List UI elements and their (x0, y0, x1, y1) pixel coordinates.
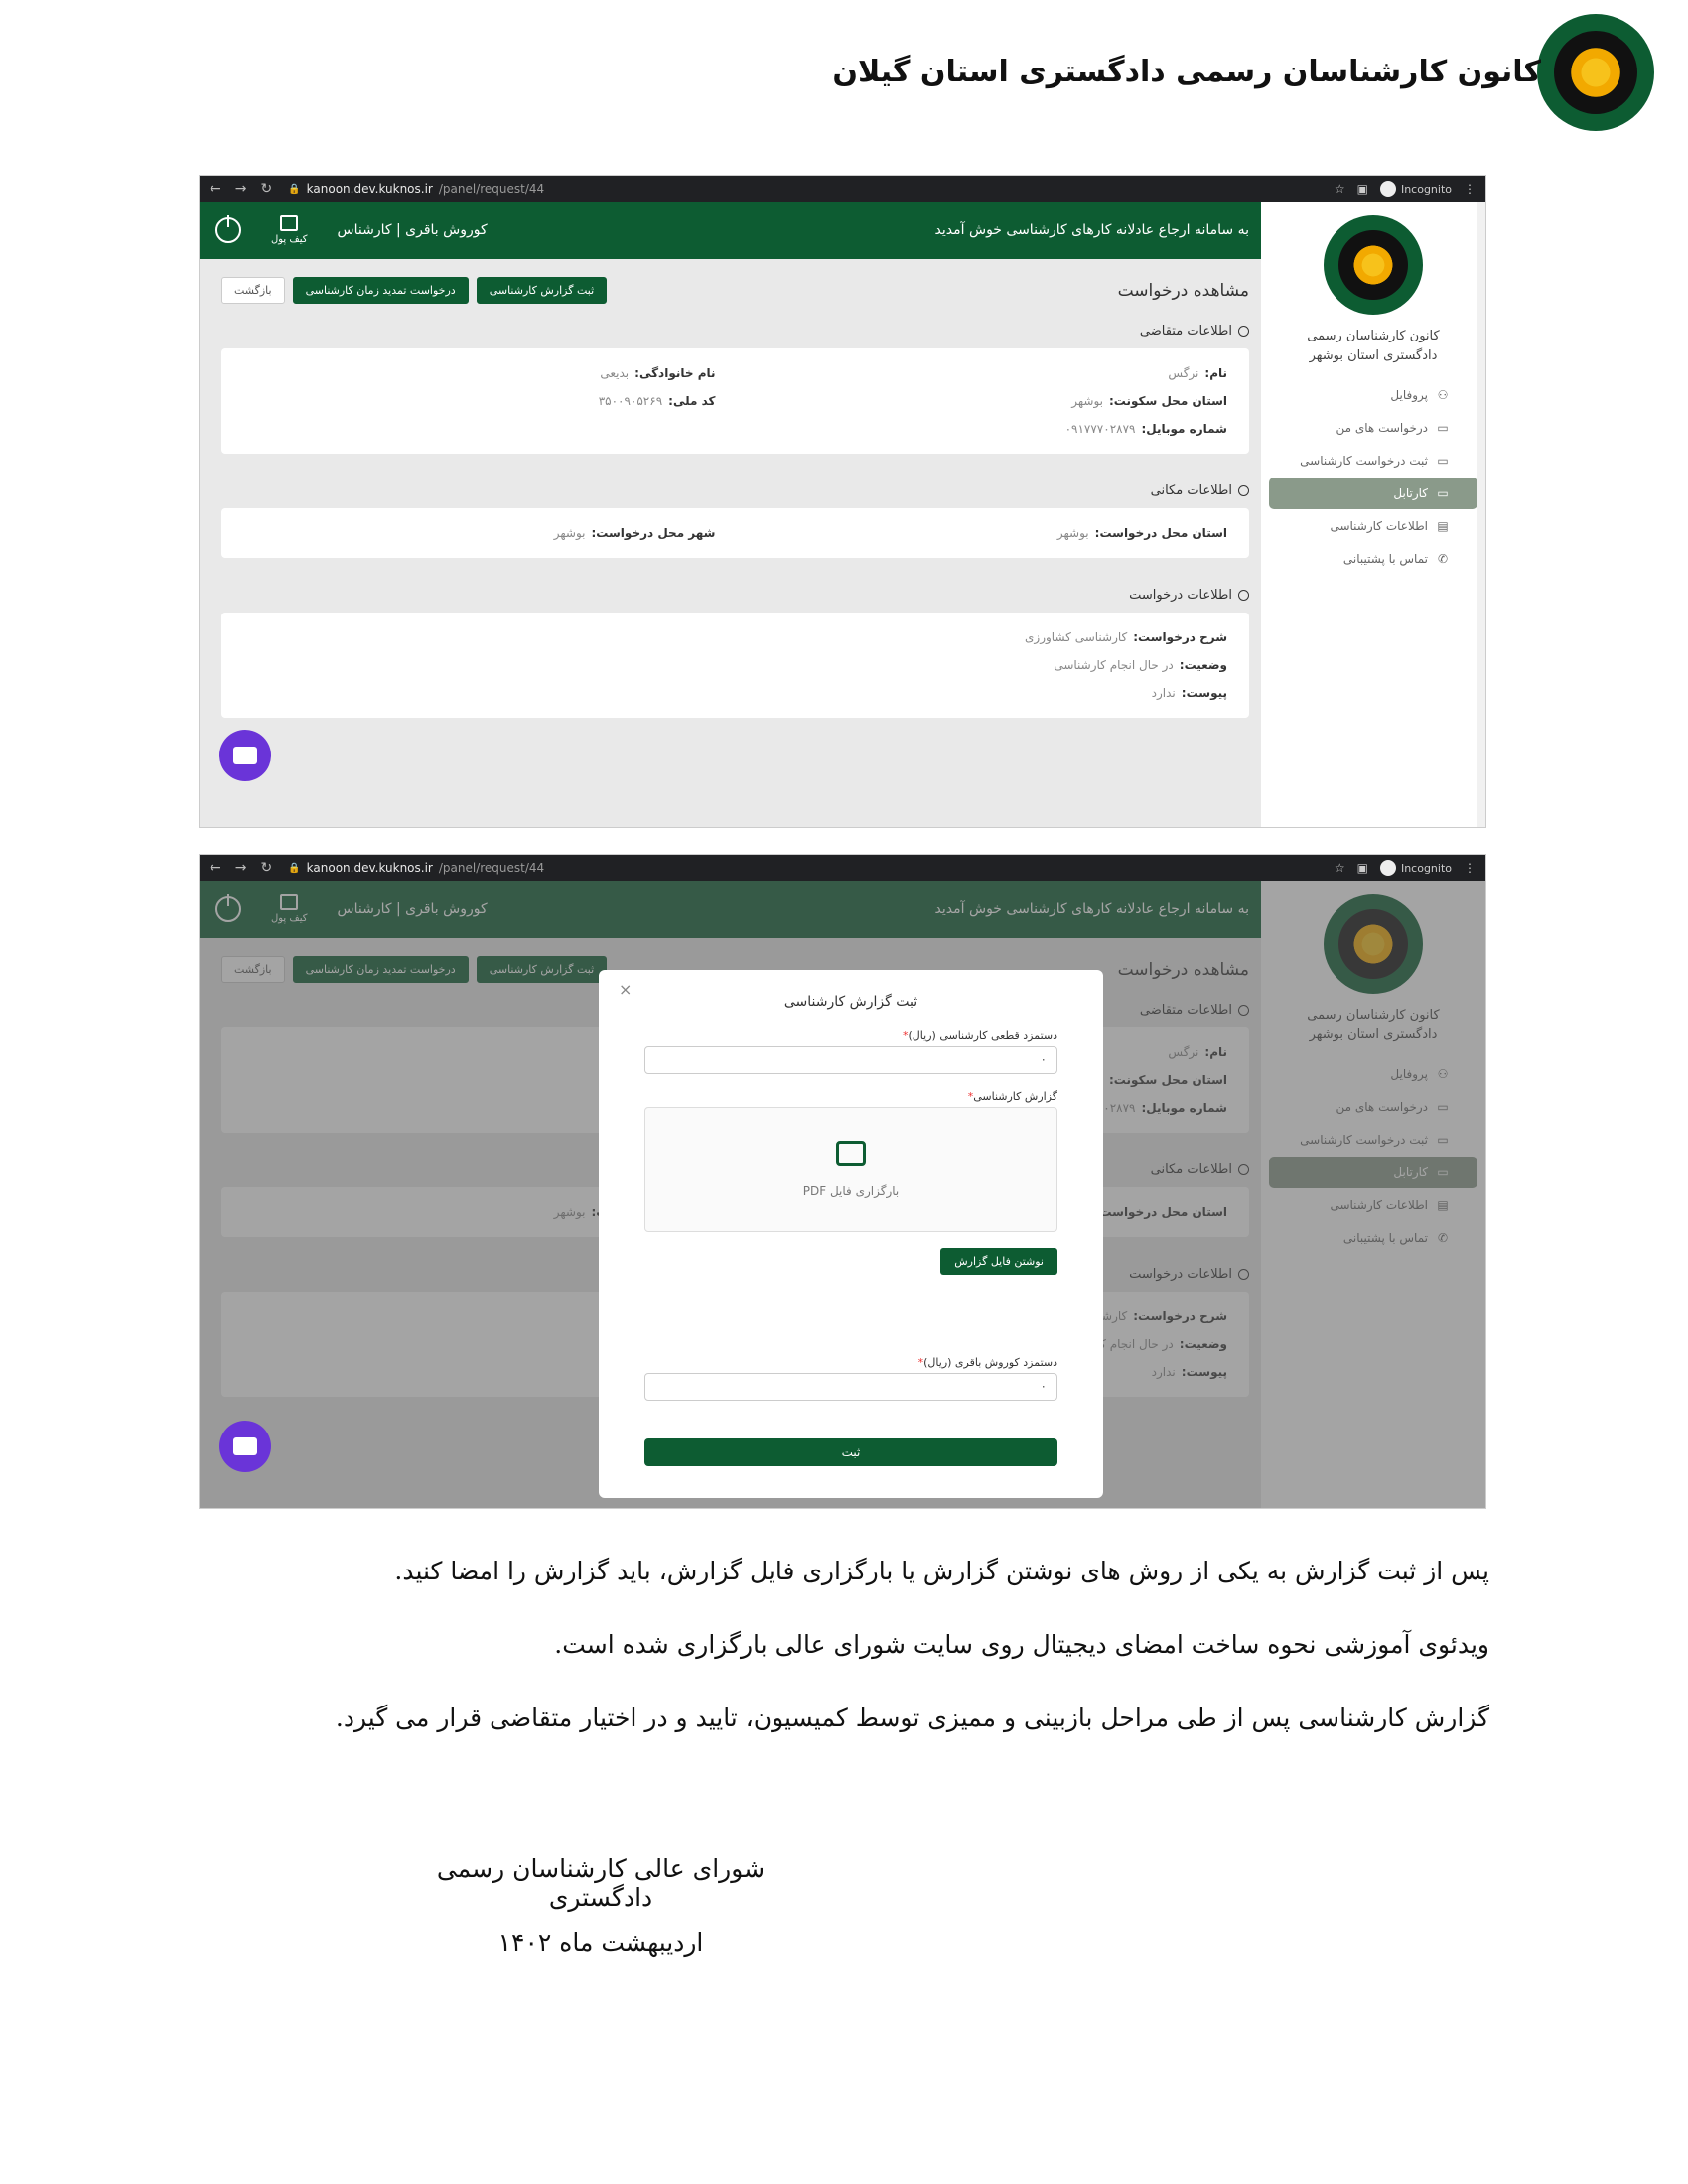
section-applicant: اطلاعات متقاضی (221, 324, 1249, 339)
modal-title: ثبت گزارش کارشناسی (783, 994, 918, 1010)
applicant-card: نام:نرگس نام خانوادگی:بدیعی استان محل سکونت:بوشهر کد ملی:۳۵۰۰۹۰۵۲۶۹ شماره موبایل:۰۹۱۷۷۷۰۲۸۷۹ (221, 348, 1249, 454)
report-modal (599, 970, 1103, 1498)
submit-button[interactable]: ثبت (644, 1438, 1057, 1466)
inbox-icon (836, 1141, 866, 1166)
sidebar-logo (1324, 215, 1423, 315)
chat-bubble-button[interactable] (219, 730, 271, 781)
lock-icon: 🔒 (288, 862, 301, 874)
menu-dots-icon[interactable]: ⋮ (1464, 182, 1476, 196)
app-topbar (200, 202, 1261, 259)
reload-icon[interactable]: ↻ (260, 181, 273, 197)
back-arrow-icon[interactable]: ← (210, 181, 221, 197)
paragraph-2: ویدئوی آموزشی نحوه ساخت امضای دیجیتال روی سایت شورای عالی بارگزاری شده است. (554, 1630, 1489, 1659)
close-icon[interactable]: × (619, 980, 633, 999)
page-header-title: کانون کارشناسان رسمی دادگستری استان گیلان (832, 55, 1541, 89)
user-name: کوروش باقری | کارشناس (337, 222, 488, 238)
circle-icon (1238, 326, 1249, 337)
circle-icon (1238, 590, 1249, 601)
write-report-button[interactable]: نوشتن فایل گزارش (940, 1248, 1057, 1275)
incognito-badge[interactable]: Incognito (1380, 181, 1452, 197)
report-label: گزارش کارشناسی* (967, 1090, 1057, 1103)
header-logo (1537, 14, 1654, 131)
scrollbar[interactable] (1477, 202, 1485, 827)
sidebar-item-my-requests[interactable]: ▭ درخواست های من (1336, 421, 1449, 435)
welcome-text: به سامانه ارجاع عادلانه کارهای کارشناسی خوش آمدید (934, 222, 1249, 238)
extend-time-button[interactable]: درخواست تمدید زمان کارشناسی (293, 277, 469, 304)
forward-arrow-icon[interactable]: → (234, 181, 247, 197)
page-title: مشاهده درخواست (1117, 280, 1249, 301)
chat-icon (233, 747, 257, 764)
back-button[interactable]: بازگشت (221, 277, 285, 304)
sidepanel-icon[interactable]: ▣ (1356, 182, 1368, 196)
sidebar-item-support[interactable]: ✆ تماس با پشتیبانی (1342, 552, 1449, 566)
request-card: شرح درخواست:کارشناسی کشاورزی وضعیت:در حال انجام کارشناسی پیوست:ندارد (221, 613, 1249, 718)
browser-chrome (200, 176, 1485, 202)
wallet-icon (280, 215, 298, 231)
pdf-upload-dropzone[interactable]: بارگزاری فایل PDF (644, 1107, 1057, 1232)
folder-icon: ▭ (1437, 454, 1449, 468)
wallet-button[interactable]: کیف پول (271, 215, 308, 245)
location-card: استان محل درخواست:بوشهر شهر محل درخواست:بوشهر (221, 508, 1249, 558)
phone-icon: ✆ (1437, 552, 1449, 566)
circle-icon (1238, 485, 1249, 496)
main-content (200, 259, 1261, 827)
submit-report-button[interactable]: ثبت گزارش کارشناسی (477, 277, 607, 304)
sidepanel-icon[interactable]: ▣ (1356, 861, 1368, 875)
sidebar (1261, 202, 1485, 827)
sun-emblem-icon (1568, 45, 1623, 100)
chat-bubble-button[interactable] (219, 1421, 271, 1472)
section-request: اطلاعات درخواست (221, 588, 1249, 603)
screenshot-report-modal (199, 854, 1486, 1509)
address-bar[interactable]: 🔒 kanoon.dev.kuknos.ir /panel/request/44 (288, 861, 545, 875)
folder-icon: ▭ (1437, 421, 1449, 435)
sidebar-item-expert-info[interactable]: ▤ اطلاعات کارشناسی (1330, 519, 1449, 533)
folder-icon: ▭ (1437, 486, 1449, 500)
fee-input[interactable]: ۰ (644, 1046, 1057, 1074)
section-location: اطلاعات مکانی (221, 483, 1249, 498)
address-bar[interactable]: 🔒 kanoon.dev.kuknos.ir /panel/request/44 (288, 182, 545, 196)
sidebar-item-profile[interactable]: ⚇ پروفایل (1390, 388, 1449, 402)
doc-icon: ▤ (1437, 519, 1449, 533)
signature-org: شورای عالی کارشناسان رسمی دادگستری (436, 1854, 766, 1912)
star-icon[interactable]: ☆ (1334, 861, 1345, 875)
fee-label: دستمزد قطعی کارشناسی (ریال)* (903, 1029, 1057, 1042)
power-icon[interactable] (215, 217, 241, 243)
incognito-badge[interactable]: Incognito (1380, 860, 1452, 876)
fee2-input[interactable]: ۰ (644, 1373, 1057, 1401)
forward-arrow-icon[interactable]: → (234, 860, 247, 876)
chat-icon (233, 1437, 257, 1455)
sidebar-org-name: کانون کارشناسان رسمی دادگستری استان بوشهر (1307, 329, 1440, 363)
paragraph-3: گزارش کارشناسی پس از طی مراحل بازبینی و ممیزی توسط کمیسیون، تایید و در اختیار متقاضی قرار می گیرد. (335, 1704, 1489, 1732)
menu-dots-icon[interactable]: ⋮ (1464, 861, 1476, 875)
sidebar-item-new-request[interactable]: ▭ ثبت درخواست کارشناسی (1300, 454, 1449, 468)
browser-chrome (200, 855, 1485, 881)
sun-emblem-icon (1351, 243, 1395, 287)
fee2-label: دستمزد کوروش باقری (ریال)* (917, 1356, 1057, 1369)
reload-icon[interactable]: ↻ (260, 860, 273, 876)
screenshot-request-view (199, 175, 1486, 828)
signature-date: اردیبهشت ماه ۱۴۰۲ (497, 1928, 704, 1957)
paragraph-1: پس از ثبت گزارش به یکی از روش های نوشتن گزارش یا بارگزاری فایل گزارش، باید گزارش را امضا کنید. (394, 1557, 1489, 1585)
back-arrow-icon[interactable]: ← (210, 860, 221, 876)
lock-icon: 🔒 (288, 183, 301, 195)
sidebar-item-cartable[interactable]: ▭ کارتابل (1269, 478, 1477, 509)
user-icon: ⚇ (1437, 388, 1449, 402)
star-icon[interactable]: ☆ (1334, 182, 1345, 196)
